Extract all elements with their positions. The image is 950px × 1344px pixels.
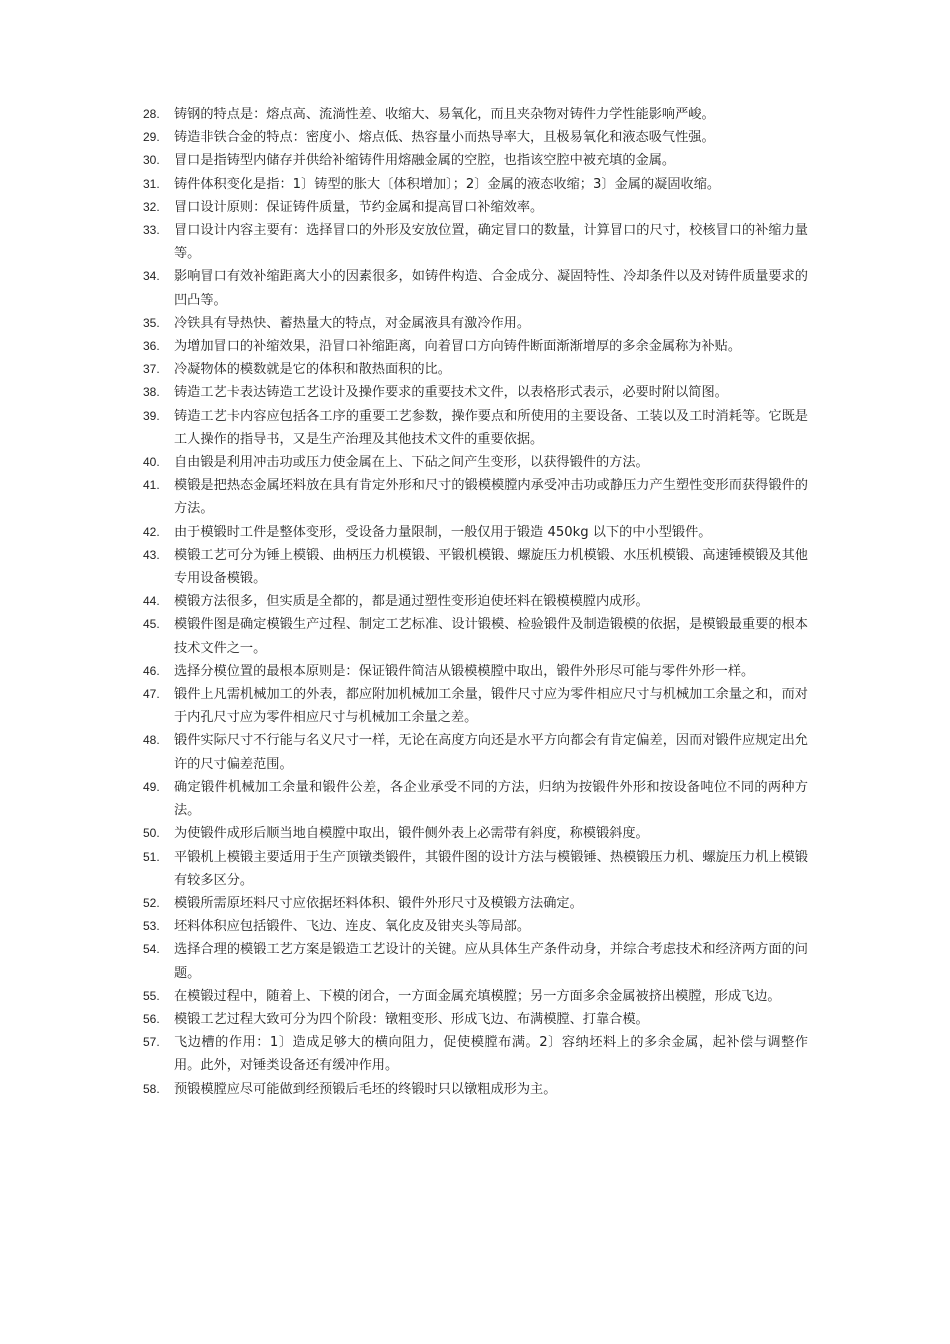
item-number: 50. bbox=[143, 826, 160, 841]
list-item bbox=[143, 451, 808, 474]
item-text: 模锻所需原坯料尺寸应依据坯料体积、锻件外形尺寸及模锻方法确定。 bbox=[174, 895, 583, 911]
item-text: 模锻工艺过程大致可分为四个阶段：镦粗变形、形成飞边、布满模膛、打靠合模。 bbox=[174, 1011, 649, 1027]
item-text: 模锻方法很多，但实质是全都的，都是通过塑性变形迫使坯料在锻模模膛内成形。 bbox=[174, 594, 649, 610]
list-item bbox=[143, 1031, 808, 1077]
list-item bbox=[143, 846, 808, 892]
item-number: 46. bbox=[143, 663, 160, 678]
item-text: 铸造工艺卡表达铸造工艺设计及操作要求的重要技术文件，以表格形式表示，必要时附以简图。 bbox=[174, 385, 728, 401]
list-item bbox=[143, 149, 808, 172]
item-text: 预锻模膛应尽可能做到经预锻后毛坯的终锻时只以镦粗成形为主。 bbox=[174, 1081, 557, 1097]
item-text: 在模锻过程中，随着上、下模的闭合，一方面金属充填模膛；另一方面多余金属被挤出模膛，形成飞边。 bbox=[174, 988, 781, 1004]
item-number: 53. bbox=[143, 919, 160, 934]
item-number: 55. bbox=[143, 988, 160, 1003]
item-text: 由于模锻时工件是整体变形，受设备力量限制，一般仅用于锻造 450kg 以下的中小型锻件。 bbox=[174, 524, 712, 540]
list-item bbox=[143, 915, 808, 938]
item-text: 平锻机上模锻主要适用于生产顶镦类锻件，其锻件图的设计方法与模锻锤、热模锻压力机、螺旋压力机上模锻有较多区分。 bbox=[174, 849, 808, 888]
item-number: 40. bbox=[143, 455, 160, 470]
list-item bbox=[143, 126, 808, 149]
list-item bbox=[143, 1078, 808, 1101]
item-number: 54. bbox=[143, 942, 160, 957]
list-item bbox=[143, 103, 808, 126]
list-item bbox=[143, 729, 808, 775]
list-item bbox=[143, 358, 808, 381]
item-number: 32. bbox=[143, 199, 160, 214]
list-item bbox=[143, 660, 808, 683]
item-number: 52. bbox=[143, 895, 160, 910]
list-item bbox=[143, 683, 808, 729]
list-item bbox=[143, 335, 808, 358]
item-text: 冒口设计原则：保证铸件质量，节约金属和提高冒口补缩效率。 bbox=[174, 199, 544, 215]
item-text: 为增加冒口的补缩效果，沿冒口补缩距离，向着冒口方向铸件断面渐渐增厚的多余金属称为补贴。 bbox=[174, 339, 742, 355]
item-text: 选择分模位置的最根本原则是：保证锻件简洁从锻模模膛中取出，锻件外形尽可能与零件外形一样。 bbox=[174, 663, 755, 679]
item-number: 58. bbox=[143, 1081, 160, 1096]
item-number: 34. bbox=[143, 269, 160, 284]
item-number: 29. bbox=[143, 130, 160, 145]
list-item bbox=[143, 405, 808, 451]
item-number: 49. bbox=[143, 779, 160, 794]
list-item bbox=[143, 776, 808, 822]
item-number: 42. bbox=[143, 524, 160, 539]
item-text: 为使锻件成形后顺当地自模膛中取出，锻件侧外表上必需带有斜度，称模锻斜度。 bbox=[174, 826, 649, 842]
item-number: 56. bbox=[143, 1011, 160, 1026]
item-text: 坯料体积应包括锻件、飞边、连皮、氧化皮及钳夹头等局部。 bbox=[174, 919, 531, 935]
item-number: 57. bbox=[143, 1035, 160, 1050]
item-text: 冷凝物体的模数就是它的体积和散热面积的比。 bbox=[174, 362, 451, 378]
list-item bbox=[143, 312, 808, 335]
item-number: 37. bbox=[143, 362, 160, 377]
list-item bbox=[143, 265, 808, 311]
item-text: 飞边槽的作用：1〕造成足够大的横向阻力，促使模膛布满。2〕容纳坯料上的多余金属，起补偿与调整作用。此外，对锤类设备还有缓冲作用。 bbox=[174, 1035, 808, 1074]
item-text: 模锻件图是确定模锻生产过程、制定工艺标准、设计锻模、检验锻件及制造锻模的依据，是模锻最重要的根本技术文件之一。 bbox=[174, 617, 808, 656]
item-text: 锻件实际尺寸不行能与名义尺寸一样，无论在高度方向还是水平方向都会有肯定偏差，因而对锻件应规定出允许的尺寸偏差范围。 bbox=[174, 733, 808, 772]
item-text: 铸件体积变化是指：1〕铸型的胀大〔体积增加〕；2〕金属的液态收缩；3〕金属的凝固收缩。 bbox=[174, 176, 721, 192]
list-item bbox=[143, 521, 808, 544]
list-item bbox=[143, 474, 808, 520]
item-number: 47. bbox=[143, 687, 160, 702]
item-text: 选择合理的模锻工艺方案是锻造工艺设计的关键。应从具体生产条件动身，并综合考虑技术和经济两方面的问题。 bbox=[174, 942, 808, 981]
list-item bbox=[143, 381, 808, 404]
list-item bbox=[143, 219, 808, 265]
list-item bbox=[143, 892, 808, 915]
list-item bbox=[143, 544, 808, 590]
item-text: 铸钢的特点是：熔点高、流淌性差、收缩大、易氧化，而且夹杂物对铸件力学性能影响严峻。 bbox=[174, 107, 715, 122]
item-number: 43. bbox=[143, 547, 160, 562]
item-text: 模锻工艺可分为锤上模锻、曲柄压力机模锻、平锻机模锻、螺旋压力机模锻、水压机模锻、高速锤模锻及其他专用设备模锻。 bbox=[174, 547, 808, 587]
item-text: 铸造工艺卡内容应包括各工序的重要工艺参数，操作要点和所使用的主要设备、工装以及工时消耗等。它既是工人操作的指导书，又是生产治理及其他技术文件的重要依据。 bbox=[174, 408, 808, 447]
item-text: 影响冒口有效补缩距离大小的因素很多，如铸件构造、合金成分、凝固特性、冷却条件以及对铸件质量要求的凹凸等。 bbox=[174, 269, 808, 308]
item-number: 39. bbox=[143, 408, 160, 423]
item-text: 锻件上凡需机械加工的外表，都应附加机械加工余量，锻件尺寸应为零件相应尺寸与机械加工余量之和，而对于内孔尺寸应为零件相应尺寸与机械加工余量之差。 bbox=[174, 687, 808, 726]
item-text: 确定锻件机械加工余量和锻件公差，各企业承受不同的方法，归纳为按锻件外形和按设备吨位不同的两种方法。 bbox=[174, 779, 808, 819]
item-text: 铸造非铁合金的特点：密度小、熔点低、热容量小而热导率大，且极易氧化和液态吸气性强。 bbox=[174, 130, 715, 146]
item-text: 冒口是指铸型内储存并供给补缩铸件用熔融金属的空腔，也指该空腔中被充填的金属。 bbox=[174, 153, 676, 169]
list-item bbox=[143, 590, 808, 613]
item-number: 33. bbox=[143, 223, 160, 238]
item-number: 44. bbox=[143, 594, 160, 609]
item-number: 30. bbox=[143, 153, 160, 168]
item-text: 冷铁具有导热快、蓄热量大的特点，对金属液具有激冷作用。 bbox=[174, 315, 531, 331]
item-number: 36. bbox=[143, 339, 160, 354]
list-item bbox=[143, 985, 808, 1008]
item-number: 51. bbox=[143, 849, 160, 864]
item-number: 38. bbox=[143, 385, 160, 400]
item-number: 28. bbox=[143, 107, 160, 121]
list-item bbox=[143, 196, 808, 219]
list-item bbox=[143, 938, 808, 984]
list-item bbox=[143, 173, 808, 196]
list-item bbox=[143, 613, 808, 659]
item-number: 45. bbox=[143, 617, 160, 632]
item-text: 模锻是把热态金属坯料放在具有肯定外形和尺寸的锻模模膛内承受冲击功或静压力产生塑性变形而获得锻件的方法。 bbox=[174, 478, 808, 517]
list-item bbox=[143, 1008, 808, 1031]
item-text: 自由锻是利用冲击功或压力使金属在上、下砧之间产生变形，以获得锻件的方法。 bbox=[174, 455, 649, 471]
list-item bbox=[143, 822, 808, 845]
numbered-paragraph-list bbox=[143, 103, 808, 1101]
item-number: 48. bbox=[143, 733, 160, 748]
item-number: 35. bbox=[143, 315, 160, 330]
item-text: 冒口设计内容主要有：选择冒口的外形及安放位置，确定冒口的数量，计算冒口的尺寸，校核冒口的补缩力量等。 bbox=[174, 223, 808, 262]
item-number: 41. bbox=[143, 478, 160, 493]
item-number: 31. bbox=[143, 176, 160, 191]
